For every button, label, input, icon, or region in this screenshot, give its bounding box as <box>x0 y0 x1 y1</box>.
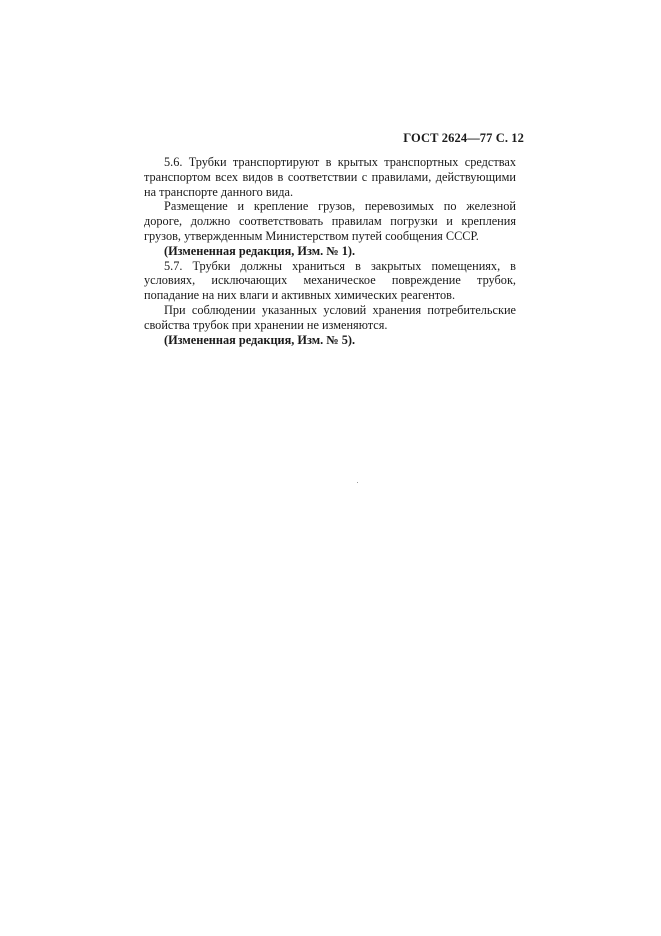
paragraph-5-6: 5.6. Трубки транспортируют в крытых транспортных средствах транспортом всех видов в соответствии с правилами, действующими на транспорте данного вида. <box>144 155 516 199</box>
revision-note-1: (Измененная редакция, Изм. № 1). <box>164 243 356 258</box>
document-body <box>144 155 516 347</box>
paragraph-5-7: 5.7. Трубки должны храниться в закрытых помещениях, в условиях, исключающих механическое повреждение трубок, попадание на них влаги и активных химических реагентов. <box>144 258 516 303</box>
paragraph-storage-conditions: При соблюдении указанных условий хранения потребительские свойства трубок при хранении не изменяются. <box>144 302 516 332</box>
revision-note-5: (Измененная редакция, Изм. № 5). <box>164 332 356 347</box>
scan-speck <box>357 482 358 483</box>
page-header: ГОСТ 2624—77 С. 12 <box>403 131 524 145</box>
paragraph-placement: Размещение и крепление грузов, перевозимых по железной дороге, должно соответствовать правилам погрузки и крепления грузов, утвержденным Министерством путей сообщения СССР. <box>144 199 516 243</box>
